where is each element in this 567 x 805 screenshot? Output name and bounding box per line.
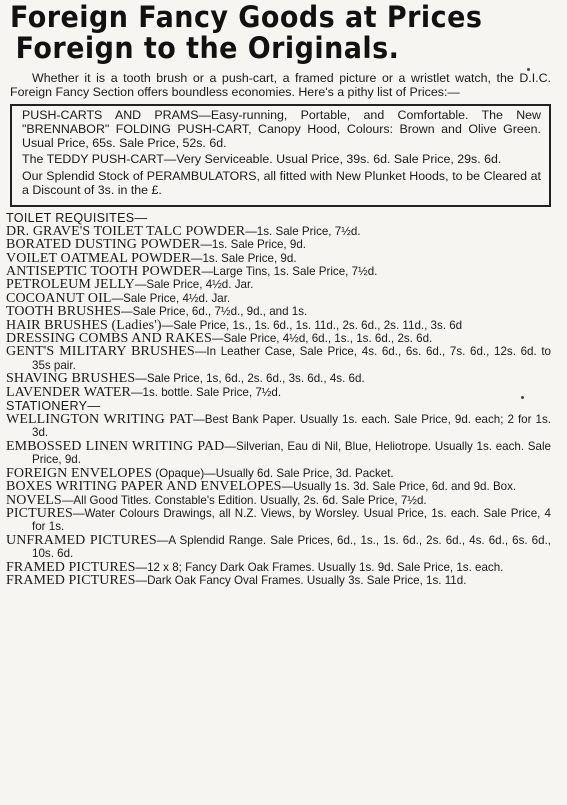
list-item	[6, 480, 551, 493]
item-description: —1s. bottle. Sale Price, 7½d.	[130, 385, 282, 399]
list-item	[6, 265, 551, 278]
headline-line-2: Foreign to the Originals.	[15, 31, 400, 65]
item-name: BORATED DUSTING POWDER	[6, 237, 201, 253]
item-name: FOREIGN ENVELOPES	[6, 465, 152, 481]
list-item	[6, 292, 551, 305]
item-name: UNFRAMED PICTURES	[6, 532, 157, 548]
item-name: VOILET OATMEAL POWDER	[6, 250, 191, 266]
push-carts-box	[10, 104, 551, 207]
item-description: —Sale Price, 6d., 7½d., 9d., and 1s.	[121, 305, 308, 319]
item-name: PICTURES	[6, 505, 73, 521]
list-item	[6, 561, 551, 574]
item-description: —Large Tins, 1s. Sale Price, 7½d.	[201, 265, 378, 278]
item-description: —Sale Price, 1s, 6d., 2s. 6d., 3s. 6d., 4s. 6d.	[135, 372, 365, 386]
item-name: EMBOSSED LINEN WRITING PAD	[6, 438, 225, 454]
list-item	[6, 494, 551, 507]
box-item-name: Our Splendid Stock of PERAMBULATORS,	[22, 169, 260, 184]
item-name: TOOTH BRUSHES	[6, 304, 122, 320]
item-description: —A Splendid Range. Sale Prices, 6d., 1s., 1s. 6d., 2s. 6d., 4s. 6d., 6s. 6d., 10s. 6d.	[32, 533, 552, 561]
box-item-description: —Easy-running, Portable, and Comfortable. The New "BRENNABOR" FOLDING PUSH-CART, Canopy Hood, Colours: Brown and Olive Green. Usual Price, 65s. Sale Price, 52s. 6d.	[22, 108, 541, 150]
list-item	[6, 305, 551, 318]
item-description: —In Leather Case, Sale Price, 4s. 6d., 6s. 6d., 7s. 6d., 12s. 6d. to 35s pair.	[32, 345, 551, 372]
headline-line-1: Foreign Fancy Goods at Prices	[10, 0, 483, 34]
intro-paragraph: Whether it is a tooth brush or a push-cart, a framed picture or a wristlet watch, the D.I.C. Foreign Fancy Section offers boundless economies. Here's a pithy list of Prices:—	[10, 71, 551, 99]
item-name: NOVELS	[6, 492, 62, 508]
item-name: FRAMED PICTURES	[6, 559, 136, 575]
item-name: FRAMED PICTURES	[6, 572, 136, 588]
stationery-list	[4, 413, 557, 587]
item-name: DRESSING COMBS AND RAKES	[6, 331, 212, 347]
item-description: —All Good Titles. Constable's Edition. Usually, 2s. 6d. Sale Price, 7½d.	[61, 493, 427, 507]
list-item	[6, 252, 551, 265]
headline	[10, 2, 519, 64]
box-item-name: The TEDDY PUSH-CART	[22, 152, 164, 167]
item-description: —Sale Price, 4½d. Jar.	[134, 278, 254, 292]
item-description: —1s. Sale Price, 7½d.	[245, 224, 361, 238]
item-description: —Sale Price, 4½d. Jar.	[111, 291, 231, 305]
list-item	[6, 278, 551, 291]
stationery-heading: STATIONERY—	[6, 399, 101, 414]
list-item	[6, 319, 551, 332]
box-paragraph	[22, 153, 541, 167]
item-name: WELLINGTON WRITING PAT	[6, 412, 194, 428]
item-description: —Sale Price, 1s., 1s. 6d., 1s. 11d., 2s. 6d., 2s. 11d., 3s. 6d	[161, 318, 463, 332]
print-speck	[521, 396, 524, 399]
print-speck	[527, 68, 530, 71]
item-name: COCOANUT OIL	[6, 290, 112, 306]
list-item	[6, 467, 551, 480]
list-item	[6, 345, 551, 372]
box-paragraph	[22, 109, 541, 150]
list-item	[6, 507, 551, 534]
item-name: HAIR BRUSHES (Ladies')	[6, 317, 162, 333]
item-description: —1s. Sale Price, 9d.	[200, 238, 306, 252]
item-description: —Usually 1s. 3d. Sale Price, 6d. and 9d. Box.	[281, 480, 517, 494]
list-item	[6, 372, 551, 385]
item-name: ANTISEPTIC TOOTH POWDER	[6, 264, 202, 279]
item-description: —12 x 8; Fancy Dark Oak Frames. Usually 1s. 9d. Sale Price, 1s. each.	[135, 560, 504, 574]
box-item-description: all fitted with New Plunket Hoods, to be Cleared at a Discount of 3s. in the £.	[22, 169, 542, 197]
item-name: GENT'S MILITARY BRUSHES	[6, 344, 195, 360]
box-item-name: PUSH-CARTS AND PRAMS	[22, 108, 199, 122]
list-item	[6, 440, 551, 467]
item-name: DR. GRAVE'S TOILET TALC POWDER	[6, 223, 246, 239]
list-item	[6, 574, 551, 587]
list-item	[6, 238, 551, 251]
list-item	[6, 534, 551, 561]
item-name: PETROLEUM JELLY	[6, 277, 135, 293]
item-name: BOXES WRITING PAPER AND ENVELOPES	[6, 479, 282, 495]
list-item	[6, 413, 551, 440]
item-description: —Silverian, Eau di Nil, Blue, Heliotrope. Usually 1s. each. Sale Price, 9d.	[32, 439, 552, 467]
item-name: LAVENDER WATER	[6, 384, 131, 400]
item-description: (Opaque)—Usually 6d. Sale Price, 3d. Packet.	[151, 466, 394, 480]
list-item	[6, 386, 551, 399]
toilet-requisites-heading: TOILET REQUISITES—	[6, 210, 148, 225]
box-paragraph	[22, 170, 541, 198]
item-description: —Best Bank Paper. Usually 1s. each. Sale Price, 9d. each; 2 for 1s. 3d.	[32, 413, 551, 440]
item-description: —Sale Price, 4½d, 6d., 1s., 1s. 6d., 2s. 6d.	[211, 332, 433, 346]
list-item	[6, 225, 551, 238]
item-description: —1s. Sale Price, 9d.	[190, 251, 297, 265]
toilet-requisites-list	[4, 225, 557, 399]
list-item	[6, 332, 551, 345]
item-description: —Water Colours Drawings, all N.Z. Views, by Worsley. Usual Price, 1s. each. Sale Price, 4 for 1s.	[32, 506, 551, 534]
box-item-description: —Very Serviceable. Usual Price, 39s. 6d. Sale Price, 29s. 6d.	[163, 152, 502, 167]
item-name: SHAVING BRUSHES	[6, 371, 136, 387]
item-description: —Dark Oak Fancy Oval Frames. Usually 3s. Sale Price, 1s. 11d.	[135, 573, 467, 587]
